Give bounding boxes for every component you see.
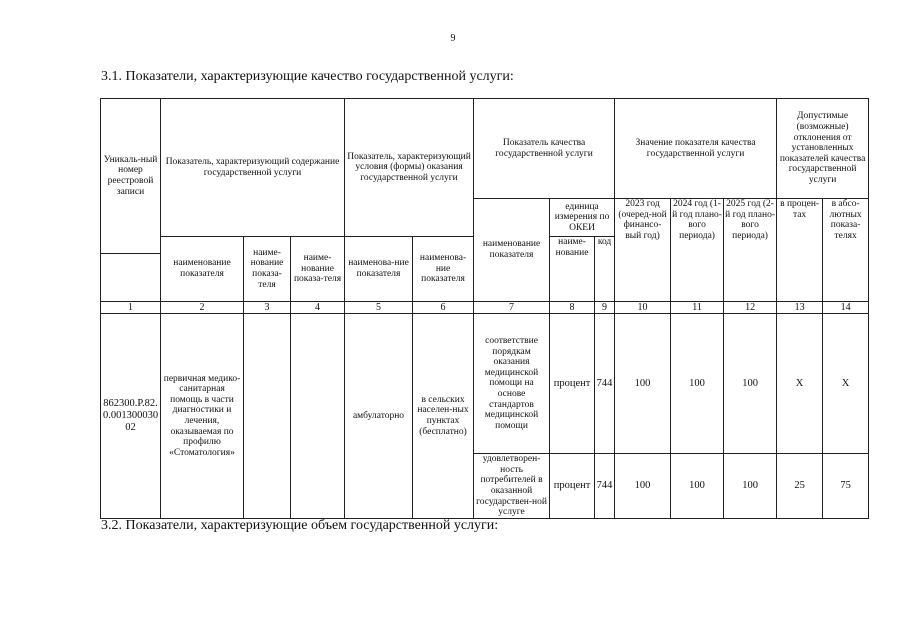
column-number: 5 — [345, 302, 413, 314]
unit-code-cell: 744 — [595, 314, 615, 454]
column-number: 9 — [595, 302, 615, 314]
header-unit-name: наиме-нование — [550, 237, 595, 302]
deviation-percent-cell: 25 — [777, 454, 823, 519]
conditions-indicator-1-cell: амбулаторно — [345, 314, 413, 519]
header-deviation-absolute: в абсо-лютных показа-телях — [823, 199, 869, 302]
value-2023-cell: 100 — [615, 454, 671, 519]
deviation-absolute-cell: Х — [823, 314, 869, 454]
unit-name-cell: процент — [550, 454, 595, 519]
header-registry-number: Уникаль-ный номер реестровой записи — [101, 99, 161, 254]
deviation-percent-cell: Х — [777, 314, 823, 454]
content-indicator-1-cell: первичная медико-санитарная помощь в части диагностики и лечения, оказываемая по профилю «Стоматология» — [161, 314, 244, 519]
column-number: 10 — [615, 302, 671, 314]
quality-indicator-cell: соответствие порядкам оказания медицинской помощи на основе стандартов медицинской помощи — [474, 314, 550, 454]
quality-indicator-cell: удовлетворен-ность потребителей в оказанной государствен-ной услуге — [474, 454, 550, 519]
unit-name-cell: процент — [550, 314, 595, 454]
value-2023-cell: 100 — [615, 314, 671, 454]
header-year-2024: 2024 год (1-й год плано-вого периода) — [671, 199, 724, 302]
deviation-absolute-cell: 75 — [823, 454, 869, 519]
header-registry-blank — [101, 254, 161, 302]
column-number: 8 — [550, 302, 595, 314]
header-conditions-group: Показатель, характеризующий условия (формы) оказания государственной услуги — [345, 99, 474, 237]
value-2025-cell: 100 — [724, 314, 777, 454]
section-title-volume: 3.2. Показатели, характеризующие объем государственной услуги: — [101, 518, 499, 533]
header-sub-content-1: наименование показателя — [161, 237, 244, 302]
header-content-group: Показатель, характеризующий содержание государственной услуги — [161, 99, 345, 237]
column-number: 4 — [291, 302, 345, 314]
registry-number-cell: 862300.Р.82.0.00130003002 — [101, 314, 161, 519]
quality-indicators-table — [100, 98, 869, 519]
header-value-group: Значение показателя качества государственной услуги — [615, 99, 777, 199]
column-number: 13 — [777, 302, 823, 314]
column-number: 7 — [474, 302, 550, 314]
header-quality-group: Показатель качества государственной услуги — [474, 99, 615, 199]
column-number: 1 — [101, 302, 161, 314]
header-deviation-group: Допустимые (возможные) отклонения от установленных показателей качества государственной услуги — [777, 99, 869, 199]
header-unit-okei: единица измерения по ОКЕИ — [550, 199, 615, 237]
column-number: 11 — [671, 302, 724, 314]
column-number: 14 — [823, 302, 869, 314]
column-number: 12 — [724, 302, 777, 314]
value-2024-cell: 100 — [671, 454, 724, 519]
header-sub-conditions-2: наименова-ние показателя — [413, 237, 474, 302]
header-year-2023: 2023 год (очеред-ной финансо-вый год) — [615, 199, 671, 302]
content-indicator-2-cell — [244, 314, 291, 519]
column-number: 6 — [413, 302, 474, 314]
column-number: 3 — [244, 302, 291, 314]
header-sub-conditions-1: наименова-ние показателя — [345, 237, 413, 302]
header-deviation-percent: в процен-тах — [777, 199, 823, 302]
page-number: 9 — [450, 33, 456, 44]
header-indicator-name: наименование показателя — [474, 199, 550, 302]
header-unit-code: код — [595, 237, 615, 302]
value-2025-cell: 100 — [724, 454, 777, 519]
conditions-indicator-2-cell: в сельских населен-ных пунктах (бесплатно) — [413, 314, 474, 519]
content-indicator-3-cell — [291, 314, 345, 519]
header-year-2025: 2025 год (2-й год плано-вого периода) — [724, 199, 777, 302]
value-2024-cell: 100 — [671, 314, 724, 454]
column-number: 2 — [161, 302, 244, 314]
unit-code-cell: 744 — [595, 454, 615, 519]
section-title-quality: 3.1. Показатели, характеризующие качество государственной услуги: — [101, 69, 514, 84]
header-sub-content-3: наиме-нование показа-теля — [291, 237, 345, 302]
header-sub-content-2: наиме-нование показа-теля — [244, 237, 291, 302]
